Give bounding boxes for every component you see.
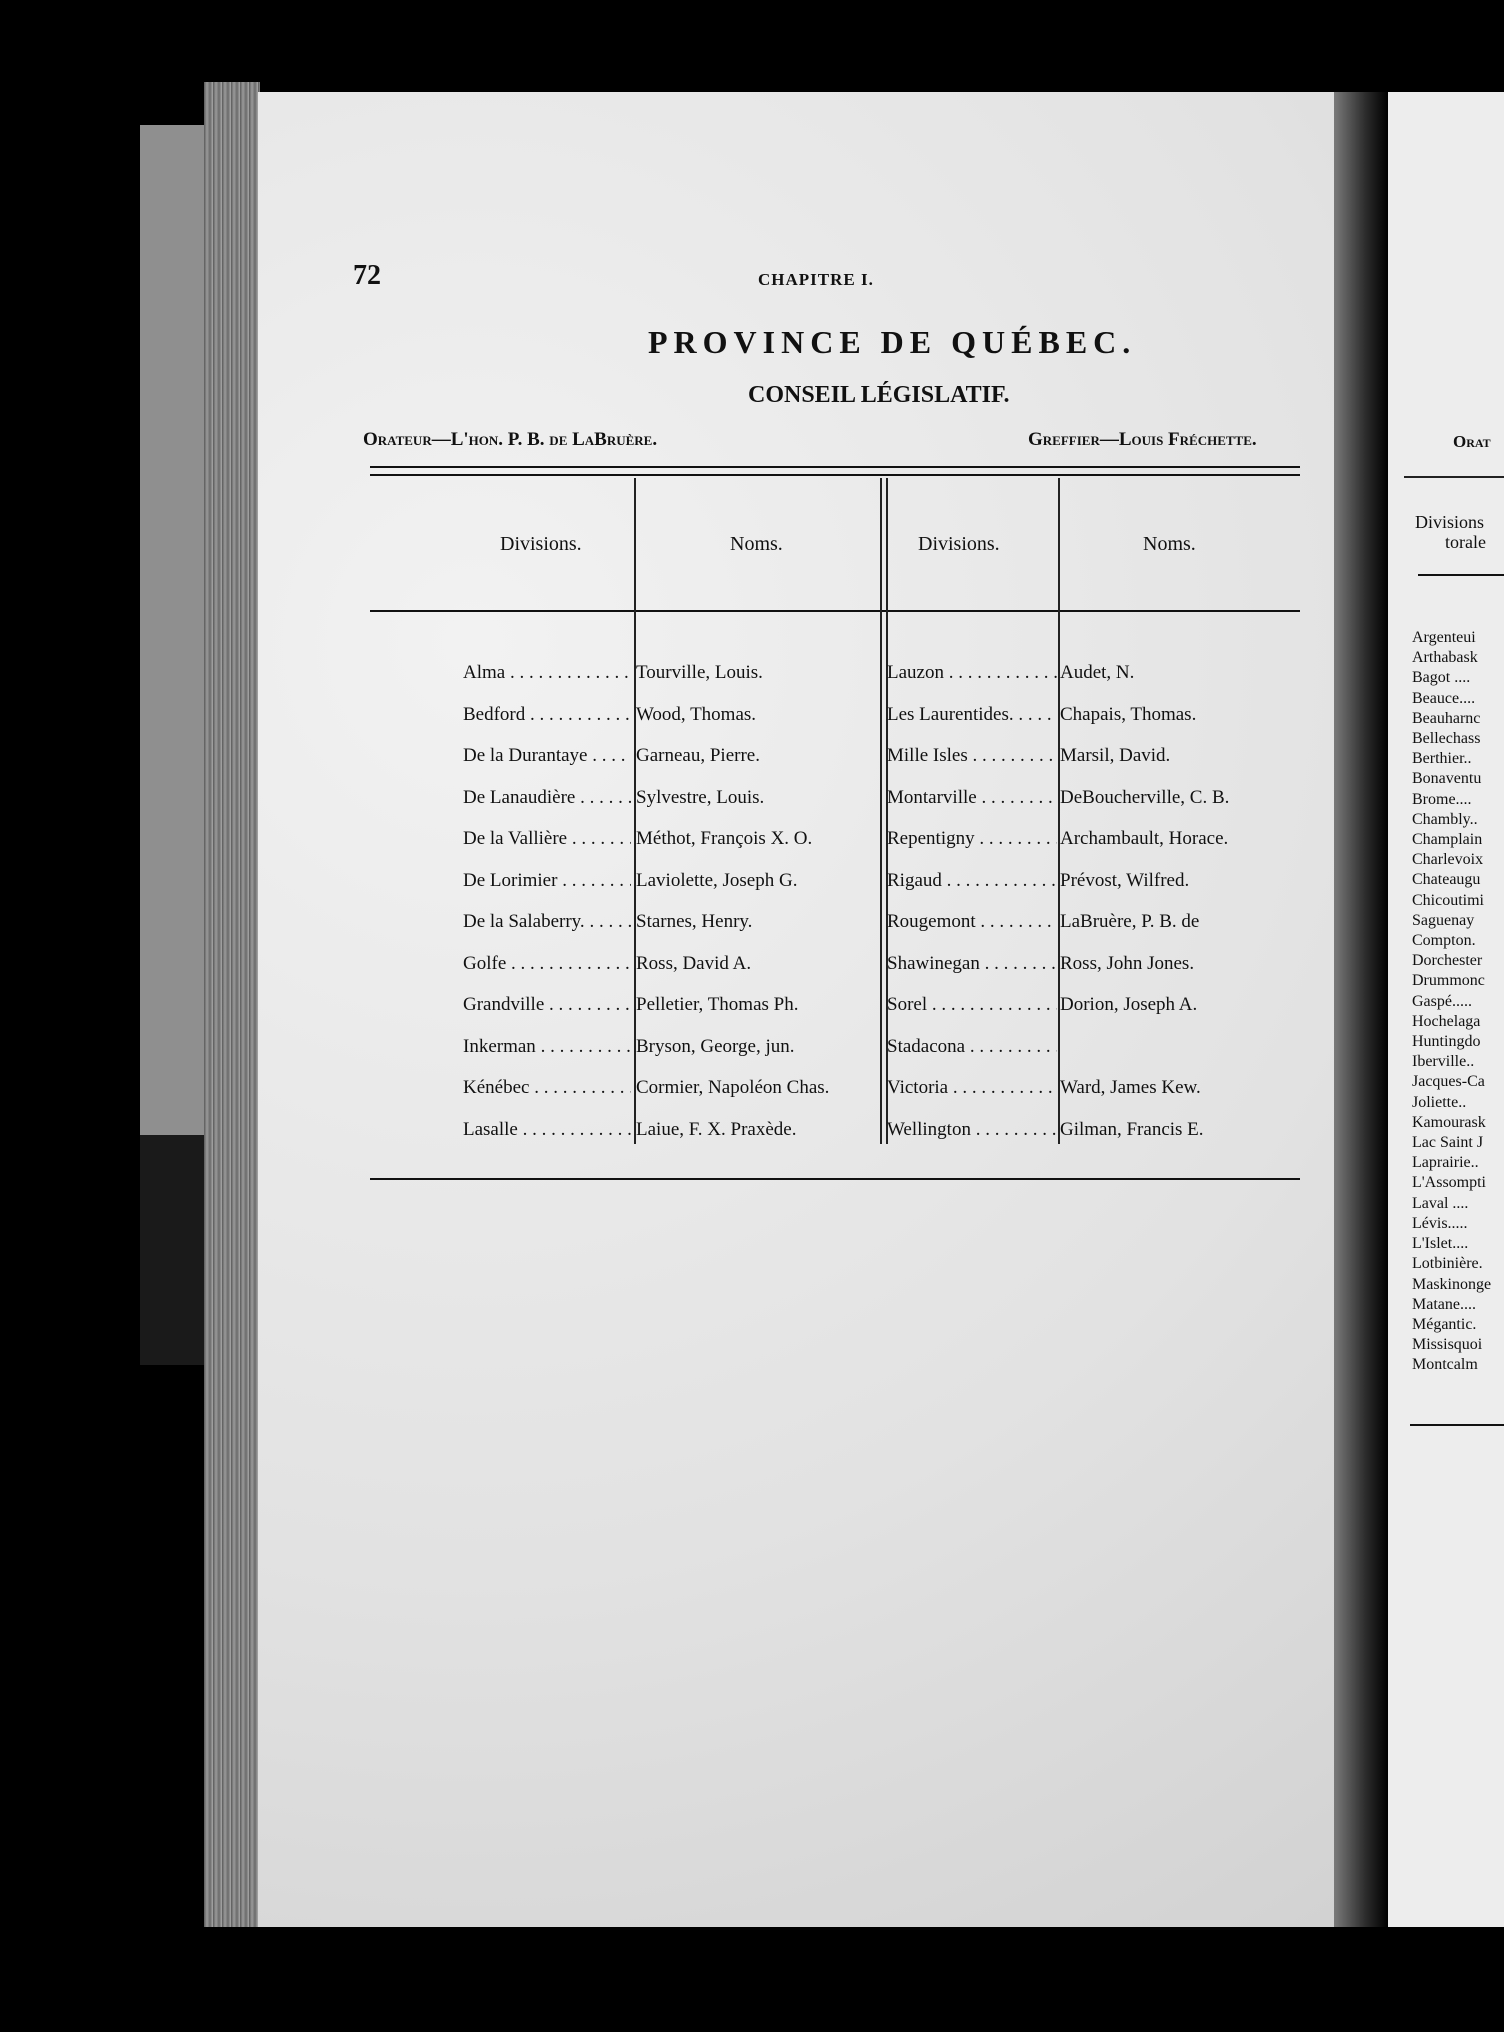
division-name: Grandville . . . — [463, 994, 631, 1016]
division-name: Inkerman . . . — [463, 1036, 631, 1058]
facing-page-item: Joliette.. — [1412, 1093, 1467, 1111]
division-name: Bedford . . . — [463, 704, 631, 726]
facing-page-list — [1412, 628, 1491, 1376]
division-name: Victoria . . . — [887, 1077, 1057, 1099]
division-name: Stadacona . . . — [887, 1036, 1057, 1058]
page-number: 72 — [353, 260, 381, 291]
division-name: De la Durantaye . . . — [463, 745, 631, 767]
column-divider — [880, 478, 882, 1144]
division-name: De la Salaberry. . . . — [463, 911, 631, 933]
page-stack-edge — [204, 82, 260, 1927]
division-name: Montarville . . . — [887, 787, 1057, 809]
division-name: Sorel . . . — [887, 994, 1057, 1016]
member-name: Archambault, Horace. — [1060, 828, 1229, 849]
facing-page-item: Laval .... — [1412, 1194, 1469, 1212]
chapter-heading: CHAPITRE I. — [758, 270, 874, 289]
member-name: Chapais, Thomas. — [1060, 703, 1197, 725]
facing-header-line: torale — [1445, 532, 1486, 552]
column-header: Noms. — [1143, 533, 1196, 555]
division-name: Lauzon . . . — [887, 662, 1057, 684]
facing-page-item: Beauce.... — [1412, 689, 1476, 707]
province-title: PROVINCE DE QUÉBEC. — [648, 324, 1137, 360]
division-name: De la Vallière . . . — [463, 828, 631, 850]
member-name: Bryson, George, jun. — [636, 1035, 795, 1057]
book-gutter — [1334, 92, 1388, 1927]
member-name: DeBoucherville, C. B. — [1060, 786, 1230, 808]
facing-page-orateur: Orat — [1453, 432, 1491, 451]
member-name: Tourville, Louis. — [636, 662, 763, 683]
greffier: Greffier—Louis Fréchette. — [1028, 429, 1257, 450]
facing-page-header — [1415, 512, 1486, 552]
facing-page-item: Bellechass — [1412, 730, 1481, 748]
facing-page-item: Laprairie.. — [1412, 1154, 1479, 1172]
member-name: Pelletier, Thomas Ph. — [636, 994, 799, 1015]
facing-page-item: Hochelaga — [1412, 1012, 1481, 1030]
table-bottom-rule — [370, 1178, 1300, 1180]
member-name: Sylvestre, Louis. — [636, 786, 765, 808]
facing-page-item: L'Islet.... — [1412, 1235, 1469, 1253]
division-name: Mille Isles . . . — [887, 745, 1057, 767]
table-top-rule-2 — [370, 474, 1300, 476]
member-name: Garneau, Pierre. — [636, 745, 760, 766]
facing-page-item: Mégantic. — [1412, 1315, 1477, 1333]
facing-page-item: Compton. — [1412, 932, 1476, 950]
facing-page-item: Berthier.. — [1412, 750, 1472, 768]
member-name: Ross, David A. — [636, 952, 752, 974]
facing-page-item: Chateaugu — [1412, 871, 1481, 889]
facing-page-item: Chicoutimi — [1412, 891, 1484, 909]
facing-page-item: Argenteui — [1412, 629, 1476, 646]
facing-page-item: Drummonc — [1412, 972, 1485, 990]
member-name: Ross, John Jones. — [1060, 952, 1195, 974]
facing-page-item: Bagot .... — [1412, 669, 1471, 687]
division-name: Rigaud . . . — [887, 870, 1057, 892]
member-name: Wood, Thomas. — [636, 703, 757, 725]
member-name: Méthot, François X. O. — [636, 828, 813, 849]
facing-page-rule — [1418, 574, 1504, 576]
facing-page-item: Gaspé..... — [1412, 992, 1472, 1010]
facing-page-item: Huntingdo — [1412, 1033, 1481, 1051]
facing-page-item: L'Assompti — [1412, 1174, 1486, 1192]
division-name: Alma . . . — [463, 662, 631, 684]
member-name: Laiue, F. X. Praxède. — [636, 1118, 797, 1140]
facing-page-rule — [1404, 476, 1504, 478]
header-rule — [370, 610, 1300, 612]
facing-page-item: Dorchester — [1412, 952, 1483, 970]
member-name: LaBruère, P. B. de — [1060, 911, 1200, 932]
member-name: Dorion, Joseph A. — [1060, 994, 1198, 1015]
facing-page-item: Matane.... — [1412, 1295, 1476, 1313]
facing-page-item: Lévis..... — [1412, 1214, 1468, 1232]
facing-page-item: Lac Saint J — [1412, 1134, 1484, 1152]
facing-header-line: Divisions — [1415, 512, 1485, 532]
facing-page-item: Beauharnc — [1412, 709, 1481, 727]
member-name: Gilman, Francis E. — [1060, 1118, 1204, 1140]
division-name: Repentigny . . . — [887, 828, 1057, 850]
facing-page-item: Lotbinière. — [1412, 1255, 1483, 1273]
facing-page-rule — [1410, 1424, 1504, 1426]
facing-page-item: Charlevoix — [1412, 851, 1484, 869]
division-name: De Lorimier . . . — [463, 870, 631, 892]
facing-page-item: Kamourask — [1412, 1113, 1486, 1131]
member-name: Laviolette, Joseph G. — [636, 869, 798, 891]
column-header: Divisions. — [918, 533, 1000, 555]
column-divider — [1058, 478, 1060, 1144]
division-name: Rougemont . . . — [887, 911, 1057, 933]
division-name: De Lanaudière . . . — [463, 787, 631, 809]
division-name: Wellington . . . — [887, 1119, 1057, 1141]
member-name: Starnes, Henry. — [636, 911, 753, 932]
facing-page-item: Maskinonge — [1412, 1275, 1492, 1293]
division-name: Kénébec . . . — [463, 1077, 631, 1099]
facing-page-item: Iberville.. — [1412, 1053, 1475, 1071]
orateur: Orateur—L'hon. P. B. de LaBruère. — [363, 429, 658, 450]
table-top-rule — [370, 466, 1300, 468]
facing-page-item: Champlain — [1412, 831, 1483, 849]
member-name: Audet, N. — [1060, 662, 1135, 683]
facing-page-item: Brome.... — [1412, 790, 1472, 808]
member-name: Prévost, Wilfred. — [1060, 869, 1190, 891]
facing-page-item: Bonaventu — [1412, 770, 1482, 788]
division-name: Shawinegan . . . — [887, 953, 1057, 975]
division-name: Les Laurentides. . . . — [887, 704, 1057, 726]
council-title: CONSEIL LÉGISLATIF. — [748, 382, 1010, 408]
member-name: Marsil, David. — [1060, 745, 1171, 766]
member-name: Ward, James Kew. — [1060, 1077, 1201, 1098]
column-header: Noms. — [730, 533, 783, 555]
division-name: Lasalle . . . — [463, 1119, 631, 1141]
facing-page-item: Arthabask — [1412, 649, 1478, 667]
scan-border — [204, 1927, 1504, 2032]
division-name: Golfe . . . — [463, 953, 631, 975]
facing-page-item: Montcalm — [1412, 1356, 1478, 1374]
facing-page-item: Jacques-Ca — [1412, 1073, 1485, 1091]
member-name: Cormier, Napoléon Chas. — [636, 1077, 830, 1098]
page-tab-shadow — [140, 1135, 210, 1365]
facing-page-item: Chambly.. — [1412, 810, 1478, 828]
facing-page-item: Missisquoi — [1412, 1336, 1483, 1354]
facing-page-item: Saguenay — [1412, 911, 1475, 929]
column-header: Divisions. — [500, 533, 582, 555]
